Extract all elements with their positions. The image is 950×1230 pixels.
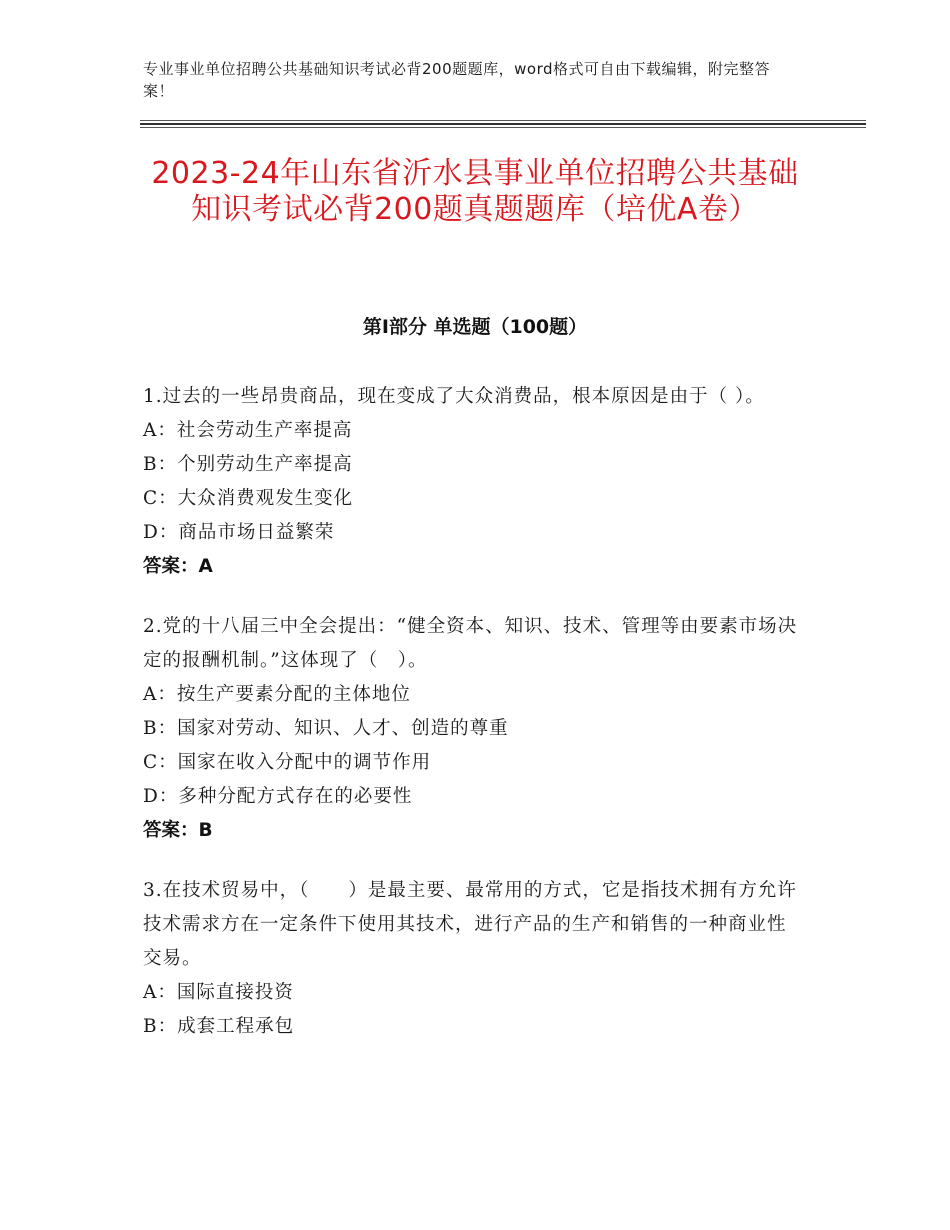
- option-c: C：国家在收入分配中的调节作用: [143, 752, 432, 773]
- option-b: B：国家对劳动、知识、人才、创造的尊重: [143, 718, 509, 739]
- header-divider-thick: [140, 123, 866, 125]
- answer-label: 答案：B: [143, 820, 213, 841]
- option-b: B：成套工程承包: [143, 1016, 295, 1037]
- option-a: A：社会劳动生产率提高: [143, 420, 353, 441]
- question-2: [143, 610, 803, 848]
- section-heading: 第I部分 单选题（100题）: [362, 316, 588, 338]
- header-divider-bottom: [140, 127, 866, 128]
- header-divider-top: [140, 120, 866, 121]
- question-list: [143, 380, 803, 1070]
- header-note: 专业事业单位招聘公共基础知识考试必背200题题库，word格式可自由下载编辑，附完整答案！: [143, 60, 771, 100]
- option-a: A：国际直接投资: [143, 982, 294, 1003]
- option-a: A：按生产要素分配的主体地位: [143, 684, 411, 705]
- option-d: D：多种分配方式存在的必要性: [143, 786, 413, 807]
- question-3: [143, 874, 803, 1044]
- option-b: B：个别劳动生产率提高: [143, 454, 353, 475]
- option-c: C：大众消费观发生变化: [143, 488, 354, 509]
- document-title: 2023-24年山东省沂水县事业单位招聘公共基础知识考试必背200题真题题库（培优A卷）: [151, 156, 799, 227]
- answer-label: 答案：A: [143, 556, 213, 577]
- question-stem: 3.在技术贸易中，（ ）是最主要、最常用的方式，它是指技术拥有方允许技术需求方在一定条件下使用其技术，进行产品的生产和销售的一种商业性交易。: [143, 880, 797, 969]
- question-stem: 1.过去的一些昂贵商品，现在变成了大众消费品，根本原因是由于（ ）。: [143, 386, 765, 407]
- option-d: D：商品市场日益繁荣: [143, 522, 335, 543]
- question-stem: 2.党的十八届三中全会提出：“健全资本、知识、技术、管理等由要素市场决定的报酬机制。”这体现了（ ）。: [143, 616, 798, 671]
- question-1: [143, 380, 803, 584]
